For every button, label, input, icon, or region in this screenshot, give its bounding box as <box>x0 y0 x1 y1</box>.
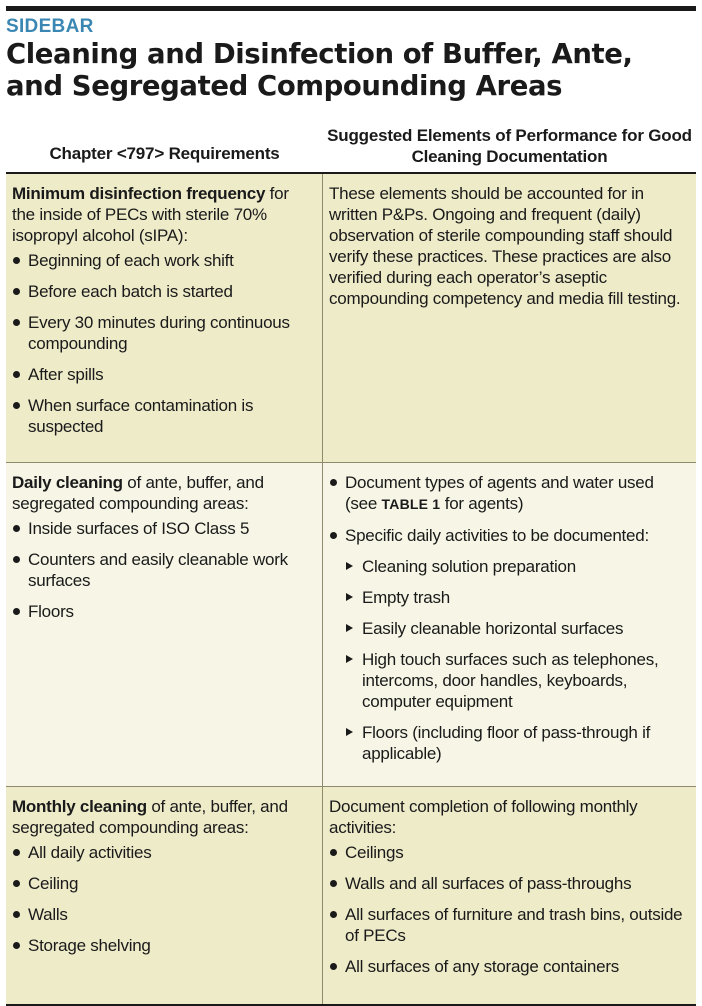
requirement-lead <box>12 796 316 838</box>
requirement-lead-bold: Minimum disinfection frequency <box>12 184 266 203</box>
sub-list-item: Easily cleanable horizontal surfaces <box>345 618 690 639</box>
requirement-list <box>12 250 316 437</box>
sub-list-item: Cleaning solution preparation <box>345 556 690 577</box>
list-item: Floors <box>12 601 316 622</box>
requirement-lead-bold: Daily cleaning <box>12 473 123 492</box>
sub-list <box>345 556 690 764</box>
page-title: Cleaning and Disinfection of Buffer, Ante, and Segregated Compounding Areas <box>6 38 633 102</box>
requirement-lead <box>12 183 316 246</box>
documentation-cell <box>323 174 696 462</box>
list-item: All surfaces of furniture and trash bins, outside of PECs <box>329 904 690 946</box>
documentation-cell <box>323 463 696 786</box>
header-suggested-elements: Suggested Elements of Performance for Good Cleaning Documentation <box>327 126 692 166</box>
list-item: All daily activities <box>12 842 316 863</box>
list-item-text: for agents) <box>440 494 524 513</box>
list-item: Every 30 minutes during continuous compounding <box>12 312 316 354</box>
requirement-lead-bold: Monthly cleaning <box>12 797 147 816</box>
table-reference: TABLE 1 <box>381 496 441 512</box>
requirement-cell <box>6 174 323 462</box>
list-item-text: Document types of agents and water used (see <box>345 473 654 513</box>
requirement-list <box>12 518 316 622</box>
list-item: Ceilings <box>329 842 690 863</box>
requirement-lead-text: for the inside of PECs with sterile 70% isopropyl alcohol (sIPA): <box>12 184 289 245</box>
list-item: Walls and all surfaces of pass-throughs <box>329 873 690 894</box>
sub-list-item: Floors (including floor of pass-through if applicable) <box>345 722 690 764</box>
documentation-list <box>329 472 690 764</box>
list-item <box>329 472 690 515</box>
requirement-lead-text: of ante, buffer, and segregated compounding areas: <box>12 473 264 513</box>
documentation-lead: Document completion of following monthly activities: <box>329 797 638 837</box>
documentation-list <box>329 842 690 977</box>
table-row <box>6 463 696 787</box>
documentation-paragraph: These elements should be accounted for in written P&Ps. Ongoing and frequent (daily) observation of sterile compounding staff should verify these practices. These practices are also verified during each operator’s aseptic compounding competency and media fill testing. <box>329 184 681 308</box>
top-rule <box>6 6 696 11</box>
list-item: Walls <box>12 904 316 925</box>
requirement-lead <box>12 472 316 514</box>
list-item: All surfaces of any storage containers <box>329 956 690 977</box>
list-item: Beginning of each work shift <box>12 250 316 271</box>
list-item: Before each batch is started <box>12 281 316 302</box>
table-row <box>6 787 696 1006</box>
requirement-cell <box>6 463 323 786</box>
header-requirements: Chapter <797> Requirements <box>49 144 280 163</box>
list-item: When surface contamination is suspected <box>12 395 316 437</box>
list-item: Inside surfaces of ISO Class 5 <box>12 518 316 539</box>
list-item <box>329 525 690 764</box>
requirement-cell <box>6 787 323 1004</box>
list-item-text: Specific daily activities to be documented: <box>345 526 649 545</box>
list-item: Ceiling <box>12 873 316 894</box>
requirement-lead-text: of ante, buffer, and segregated compounding areas: <box>12 797 288 837</box>
list-item: Storage shelving <box>12 935 316 956</box>
list-item: Counters and easily cleanable work surfaces <box>12 549 316 591</box>
sub-list-item: High touch surfaces such as telephones, intercoms, door handles, keyboards, computer equipment <box>345 649 690 712</box>
requirement-list <box>12 842 316 956</box>
documentation-cell <box>323 787 696 1004</box>
list-item: After spills <box>12 364 316 385</box>
sub-list-item: Empty trash <box>345 587 690 608</box>
table-row <box>6 174 696 463</box>
sidebar-label: SIDEBAR <box>6 16 94 37</box>
requirements-table <box>6 108 696 1006</box>
table-header-row <box>6 108 696 174</box>
